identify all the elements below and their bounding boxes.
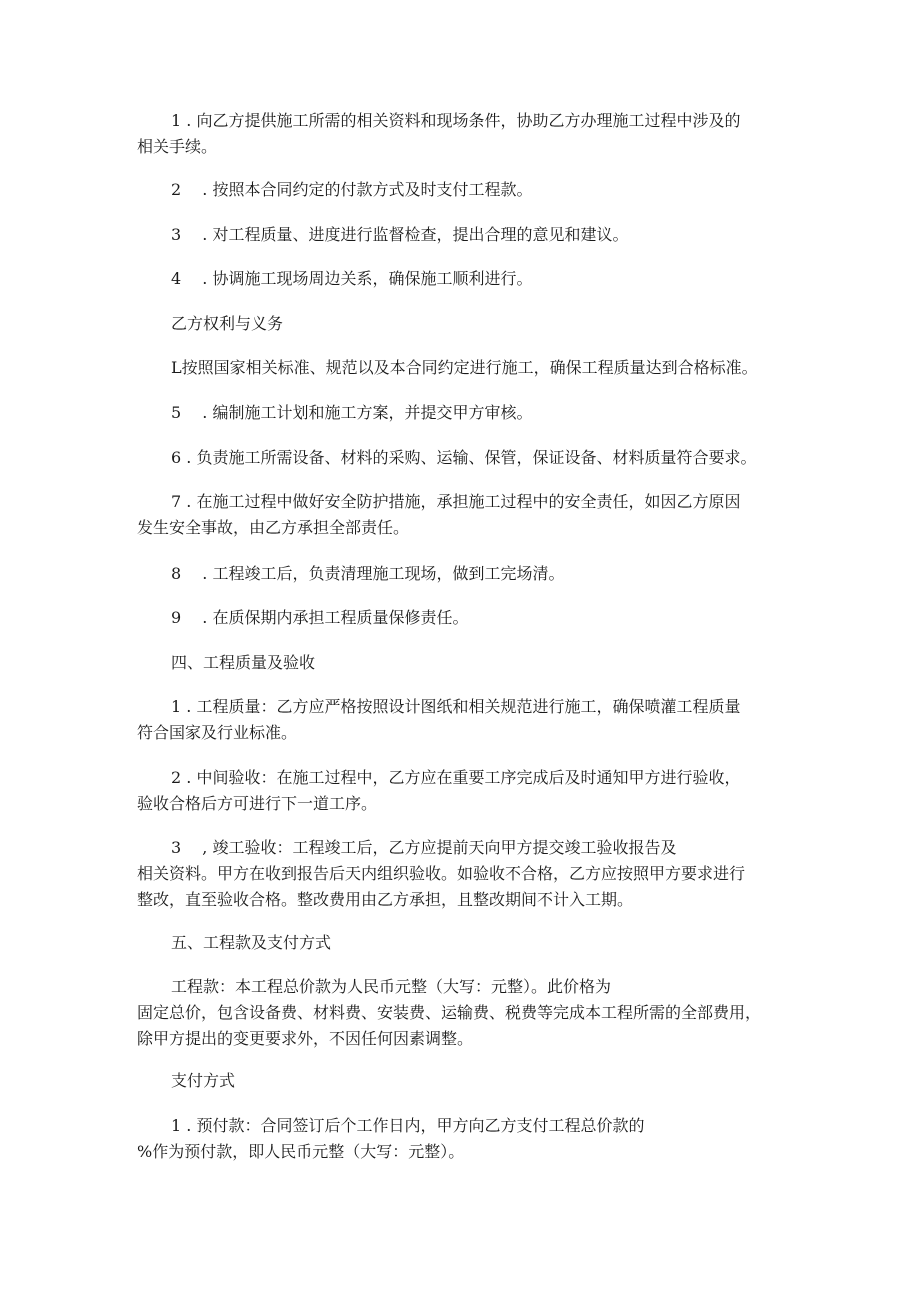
text-line: 乙方权利与义务 bbox=[171, 314, 284, 333]
text-line: 1 . 工程质量：乙方应严格按照设计图纸和相关规范进行施工，确保喷灌工程质量 bbox=[171, 697, 741, 716]
paragraph-p13 bbox=[137, 694, 787, 746]
text-line: 1 . 向乙方提供施工所需的相关资料和现场条件，协助乙方办理施工过程中涉及的 bbox=[171, 111, 741, 130]
text-line: %作为预付款，即人民币元整（大写：元整）。 bbox=[137, 1142, 465, 1161]
text-line: 4 . 协调施工现场周边关系，确保施工顺利进行。 bbox=[171, 269, 533, 288]
text-line: 五、工程款及支付方式 bbox=[171, 933, 332, 952]
section-heading bbox=[137, 311, 787, 337]
text-line: 发生安全事故，由乙方承担全部责任。 bbox=[137, 518, 410, 537]
text-line: 2 . 按照本合同约定的付款方式及时支付工程款。 bbox=[171, 180, 533, 199]
text-line: 2 . 中间验收：在施工过程中，乙方应在重要工序完成后及时通知甲方进行验收， bbox=[171, 768, 741, 787]
text-line: 四、工程质量及验收 bbox=[171, 653, 316, 672]
paragraph-p17 bbox=[137, 974, 787, 1052]
paragraph-p15 bbox=[137, 835, 787, 913]
section-heading bbox=[137, 930, 787, 956]
paragraph-p9 bbox=[137, 489, 787, 541]
paragraph-p10 bbox=[137, 561, 787, 587]
text-line: 3 , 竣工验收：工程竣工后，乙方应提前天向甲方提交竣工验收报告及 bbox=[171, 838, 677, 857]
section-heading bbox=[137, 650, 787, 676]
text-line: 整改，直至验收合格。整改费用由乙方承担，且整改期间不计入工期。 bbox=[137, 890, 634, 909]
paragraph-p14 bbox=[137, 765, 787, 817]
paragraph-p19 bbox=[137, 1113, 787, 1165]
paragraph-p1 bbox=[137, 108, 787, 160]
paragraph-p11 bbox=[137, 605, 787, 631]
paragraph-p3 bbox=[137, 222, 787, 248]
text-line: 1 . 预付款：合同签订后个工作日内，甲方向乙方支付工程总价款的 bbox=[171, 1116, 645, 1135]
text-line: 3 . 对工程质量、进度进行监督检查，提出合理的意见和建议。 bbox=[171, 225, 629, 244]
text-line: 8 . 工程竣工后，负责清理施工现场，做到工完场清。 bbox=[171, 564, 565, 583]
text-line: 6 . 负责施工所需设备、材料的采购、运输、保管，保证设备、材料质量符合要求。 bbox=[171, 448, 757, 467]
paragraph-p2 bbox=[137, 177, 787, 203]
text-line: 验收合格后方可进行下一道工序。 bbox=[137, 794, 378, 813]
section-heading bbox=[137, 1068, 787, 1094]
text-line: 相关手续。 bbox=[137, 137, 218, 156]
text-line: 相关资料。甲方在收到报告后天内组织验收。如验收不合格，乙方应按照甲方要求进行 bbox=[137, 864, 746, 883]
paragraph-p6 bbox=[137, 355, 787, 381]
text-line: 工程款：本工程总价款为人民币元整（大写：元整）。此价格为 bbox=[171, 977, 612, 996]
paragraph-p7 bbox=[137, 400, 787, 426]
text-line: L按照国家相关标准、规范以及本合同约定进行施工，确保工程质量达到合格标准。 bbox=[171, 358, 758, 377]
text-line: 5 . 编制施工计划和施工方案，并提交甲方审核。 bbox=[171, 403, 533, 422]
paragraph-p8 bbox=[137, 445, 787, 471]
text-line: 固定总价，包含设备费、材料费、安装费、运输费、税费等完成本工程所需的全部费用， bbox=[137, 1003, 762, 1022]
text-line: 支付方式 bbox=[171, 1071, 236, 1090]
text-line: 符合国家及行业标准。 bbox=[137, 723, 298, 742]
text-line: 除甲方提出的变更要求外，不因任何因素调整。 bbox=[137, 1029, 474, 1048]
text-line: 7 . 在施工过程中做好安全防护措施，承担施工过程中的安全责任，如因乙方原因 bbox=[171, 492, 741, 511]
paragraph-p4 bbox=[137, 266, 787, 292]
text-line: 9 . 在质保期内承担工程质量保修责任。 bbox=[171, 608, 469, 627]
